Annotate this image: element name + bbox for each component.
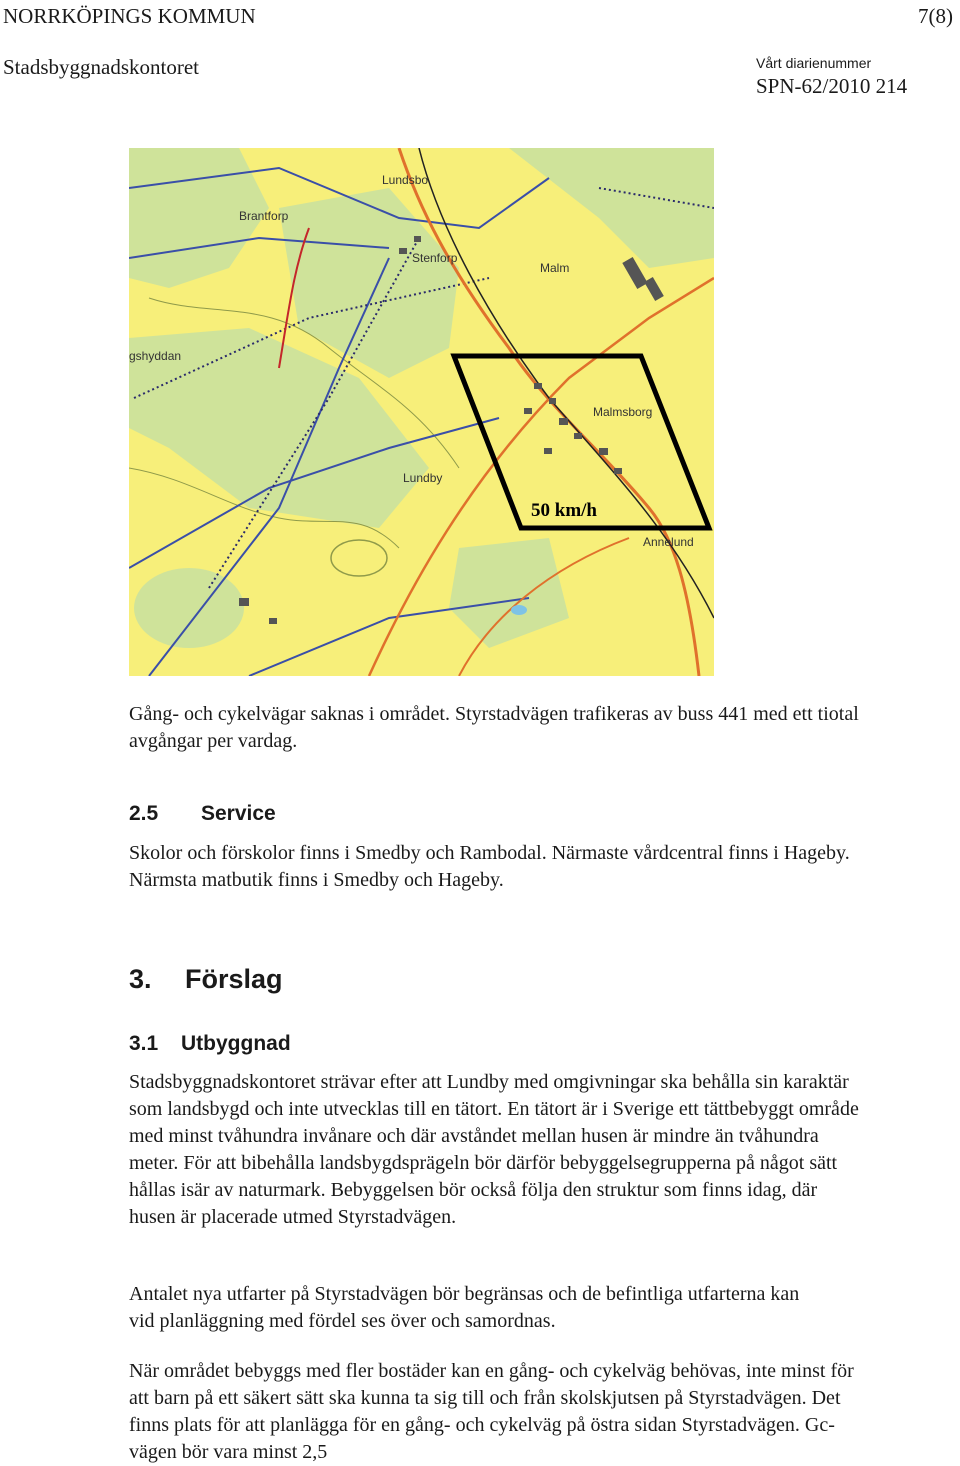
heading-number: 3.1 bbox=[129, 1032, 159, 1055]
map-label-stenforp: Stenforp bbox=[412, 251, 458, 265]
utbyggnad-paragraph-1: Stadsbyggnadskontoret strävar efter att Lundby med omgivningar ska behålla sin karaktär som landsbygd och inte utvecklas till en tätort. En tätort är i Sverige ett tättbebyggt område med minst tvåhundra invånare och där avståndet mellan husen är mindre än tvåhundra meter. För att bibehålla landsbygdsprägeln bör därför bebyggelsegrupperna på något sätt hållas isär av naturmark. Bebyggelsen bör också följa den struktur som finns idag, där husen är placerade utmed Styrstadvägen. bbox=[129, 1071, 859, 1228]
map-graphic bbox=[129, 148, 714, 676]
heading-title: Förslag bbox=[185, 964, 283, 994]
utbyggnad-paragraph-3: När området bebyggs med fler bostäder kan en gång- och cykelväg behövas, inte minst för att barn på ett säkert sätt ska kunna ta sig till och från skolskjutsen på Styrstadvägen. Det finns plats för att planlägga för en gång- och cykelväg på östra sidan Styrstadvägen. Gc-vägen bör vara minst 2,5 bbox=[129, 1360, 854, 1463]
org-name: NORRKÖPINGS KOMMUN bbox=[3, 4, 256, 28]
map-label-lundsbo: Lundsbo bbox=[382, 173, 429, 187]
utbyggnad-paragraph-2: Antalet nya utfarter på Styrstadvägen bör begränsas och de befintliga utfarterna kan vid planläggning med fördel ses över och samordnas. bbox=[129, 1283, 800, 1332]
area-map bbox=[129, 148, 714, 676]
map-label-annelund: Annelund bbox=[643, 535, 694, 549]
heading-service bbox=[129, 801, 276, 827]
heading-forslag bbox=[129, 963, 283, 995]
department: Stadsbyggnadskontoret bbox=[3, 55, 199, 79]
heading-title: Utbyggnad bbox=[181, 1032, 291, 1055]
heading-number: 2.5 bbox=[129, 802, 159, 825]
heading-title: Service bbox=[201, 802, 276, 825]
heading-utbyggnad bbox=[129, 1031, 291, 1057]
reference-label: Vårt diarienummer bbox=[756, 55, 872, 71]
map-label-malmsborg: Malmsborg bbox=[593, 405, 653, 419]
map-label-brantforp: Brantforp bbox=[239, 209, 289, 223]
reference-number: SPN-62/2010 214 bbox=[756, 74, 908, 98]
pond bbox=[511, 605, 527, 615]
page-number: 7(8) bbox=[918, 4, 953, 28]
speed-limit-label: 50 km/h bbox=[531, 500, 597, 521]
map-label-gshyddan: gshyddan bbox=[129, 349, 182, 363]
map-label-malm: Malm bbox=[540, 261, 570, 275]
intro-paragraph: Gång- och cykelvägar saknas i området. Styrstadvägen trafikeras av buss 441 med ett tiotal avgångar per vardag. bbox=[129, 703, 859, 752]
service-paragraph: Skolor och förskolor finns i Smedby och Rambodal. Närmaste vårdcentral finns i Hageby. Närmsta matbutik finns i Smedby och Hageby. bbox=[129, 842, 850, 891]
heading-number: 3. bbox=[129, 964, 152, 994]
forest-area bbox=[134, 568, 244, 648]
map-label-lundby: Lundby bbox=[403, 471, 443, 485]
